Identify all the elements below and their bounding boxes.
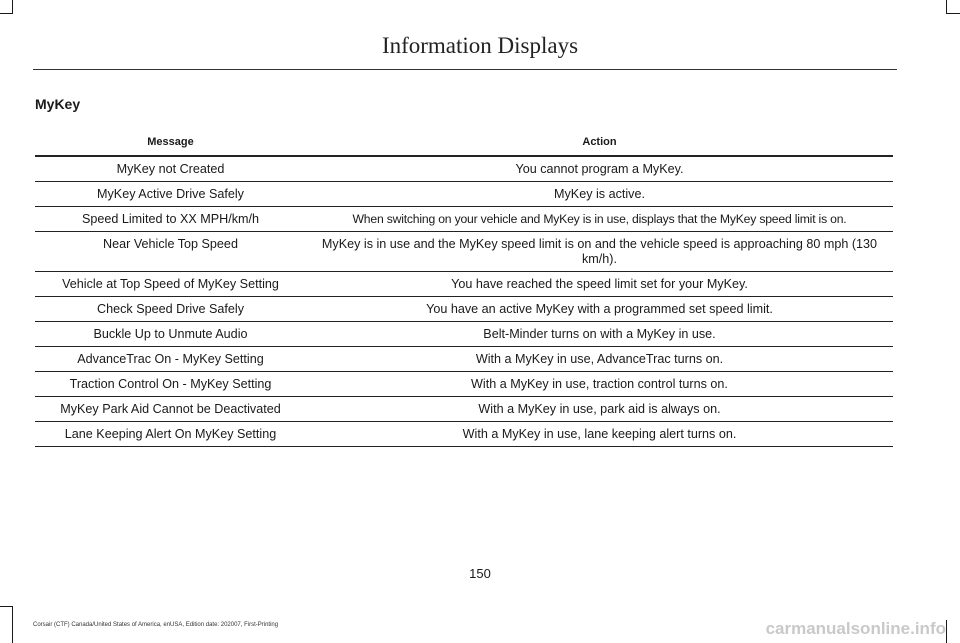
table-row <box>35 182 893 207</box>
mykey-message-table <box>35 129 893 447</box>
action-cell: When switching on your vehicle and MyKey is in use, displays that the MyKey speed limit is on. <box>306 207 893 232</box>
table-row <box>35 156 893 182</box>
table-row <box>35 422 893 447</box>
action-cell: You have reached the speed limit set for your MyKey. <box>306 272 893 297</box>
action-cell: With a MyKey in use, lane keeping alert turns on. <box>306 422 893 447</box>
table-row <box>35 272 893 297</box>
action-cell: MyKey is active. <box>306 182 893 207</box>
message-cell: MyKey Park Aid Cannot be Deactivated <box>35 397 306 422</box>
action-cell: With a MyKey in use, traction control turns on. <box>306 372 893 397</box>
edition-footer: Corsair (CTF) Canada/United States of America, enUSA, Edition date: 202007, First-Printing <box>33 622 279 628</box>
table-row <box>35 297 893 322</box>
crop-mark <box>0 606 13 607</box>
page-number: 150 <box>469 566 491 581</box>
action-cell: With a MyKey in use, park aid is always on. <box>306 397 893 422</box>
action-cell: You have an active MyKey with a programmed set speed limit. <box>306 297 893 322</box>
message-cell: Lane Keeping Alert On MyKey Setting <box>35 422 306 447</box>
message-cell: Buckle Up to Unmute Audio <box>35 322 306 347</box>
crop-mark <box>12 606 13 643</box>
table-row <box>35 232 893 272</box>
message-cell: Traction Control On - MyKey Setting <box>35 372 306 397</box>
action-cell: MyKey is in use and the MyKey speed limit is on and the vehicle speed is approaching 80 mph (130 km/h). <box>306 232 893 272</box>
action-cell: Belt-Minder turns on with a MyKey in use. <box>306 322 893 347</box>
page-header-title: Information Displays <box>381 33 579 58</box>
table-row <box>35 397 893 422</box>
table-header-row <box>35 129 893 156</box>
message-cell: Near Vehicle Top Speed <box>35 232 306 272</box>
column-header-message: Message <box>35 129 306 156</box>
message-cell: MyKey not Created <box>35 156 306 182</box>
table-row <box>35 207 893 232</box>
column-header-action: Action <box>306 129 893 156</box>
action-cell: With a MyKey in use, AdvanceTrac turns on. <box>306 347 893 372</box>
crop-mark <box>0 13 13 14</box>
message-cell: Speed Limited to XX MPH/km/h <box>35 207 306 232</box>
message-cell: Vehicle at Top Speed of MyKey Setting <box>35 272 306 297</box>
crop-mark <box>946 13 960 14</box>
message-cell: Check Speed Drive Safely <box>35 297 306 322</box>
watermark-logo: carmanualsonline.info <box>765 619 946 638</box>
table-row <box>35 347 893 372</box>
section-title: MyKey <box>35 96 81 112</box>
crop-mark <box>946 0 947 14</box>
action-cell: You cannot program a MyKey. <box>306 156 893 182</box>
message-cell: MyKey Active Drive Safely <box>35 182 306 207</box>
crop-mark <box>12 0 13 14</box>
table-row <box>35 372 893 397</box>
crop-mark <box>946 620 947 643</box>
header-divider <box>33 69 897 70</box>
table-row <box>35 322 893 347</box>
message-cell: AdvanceTrac On - MyKey Setting <box>35 347 306 372</box>
